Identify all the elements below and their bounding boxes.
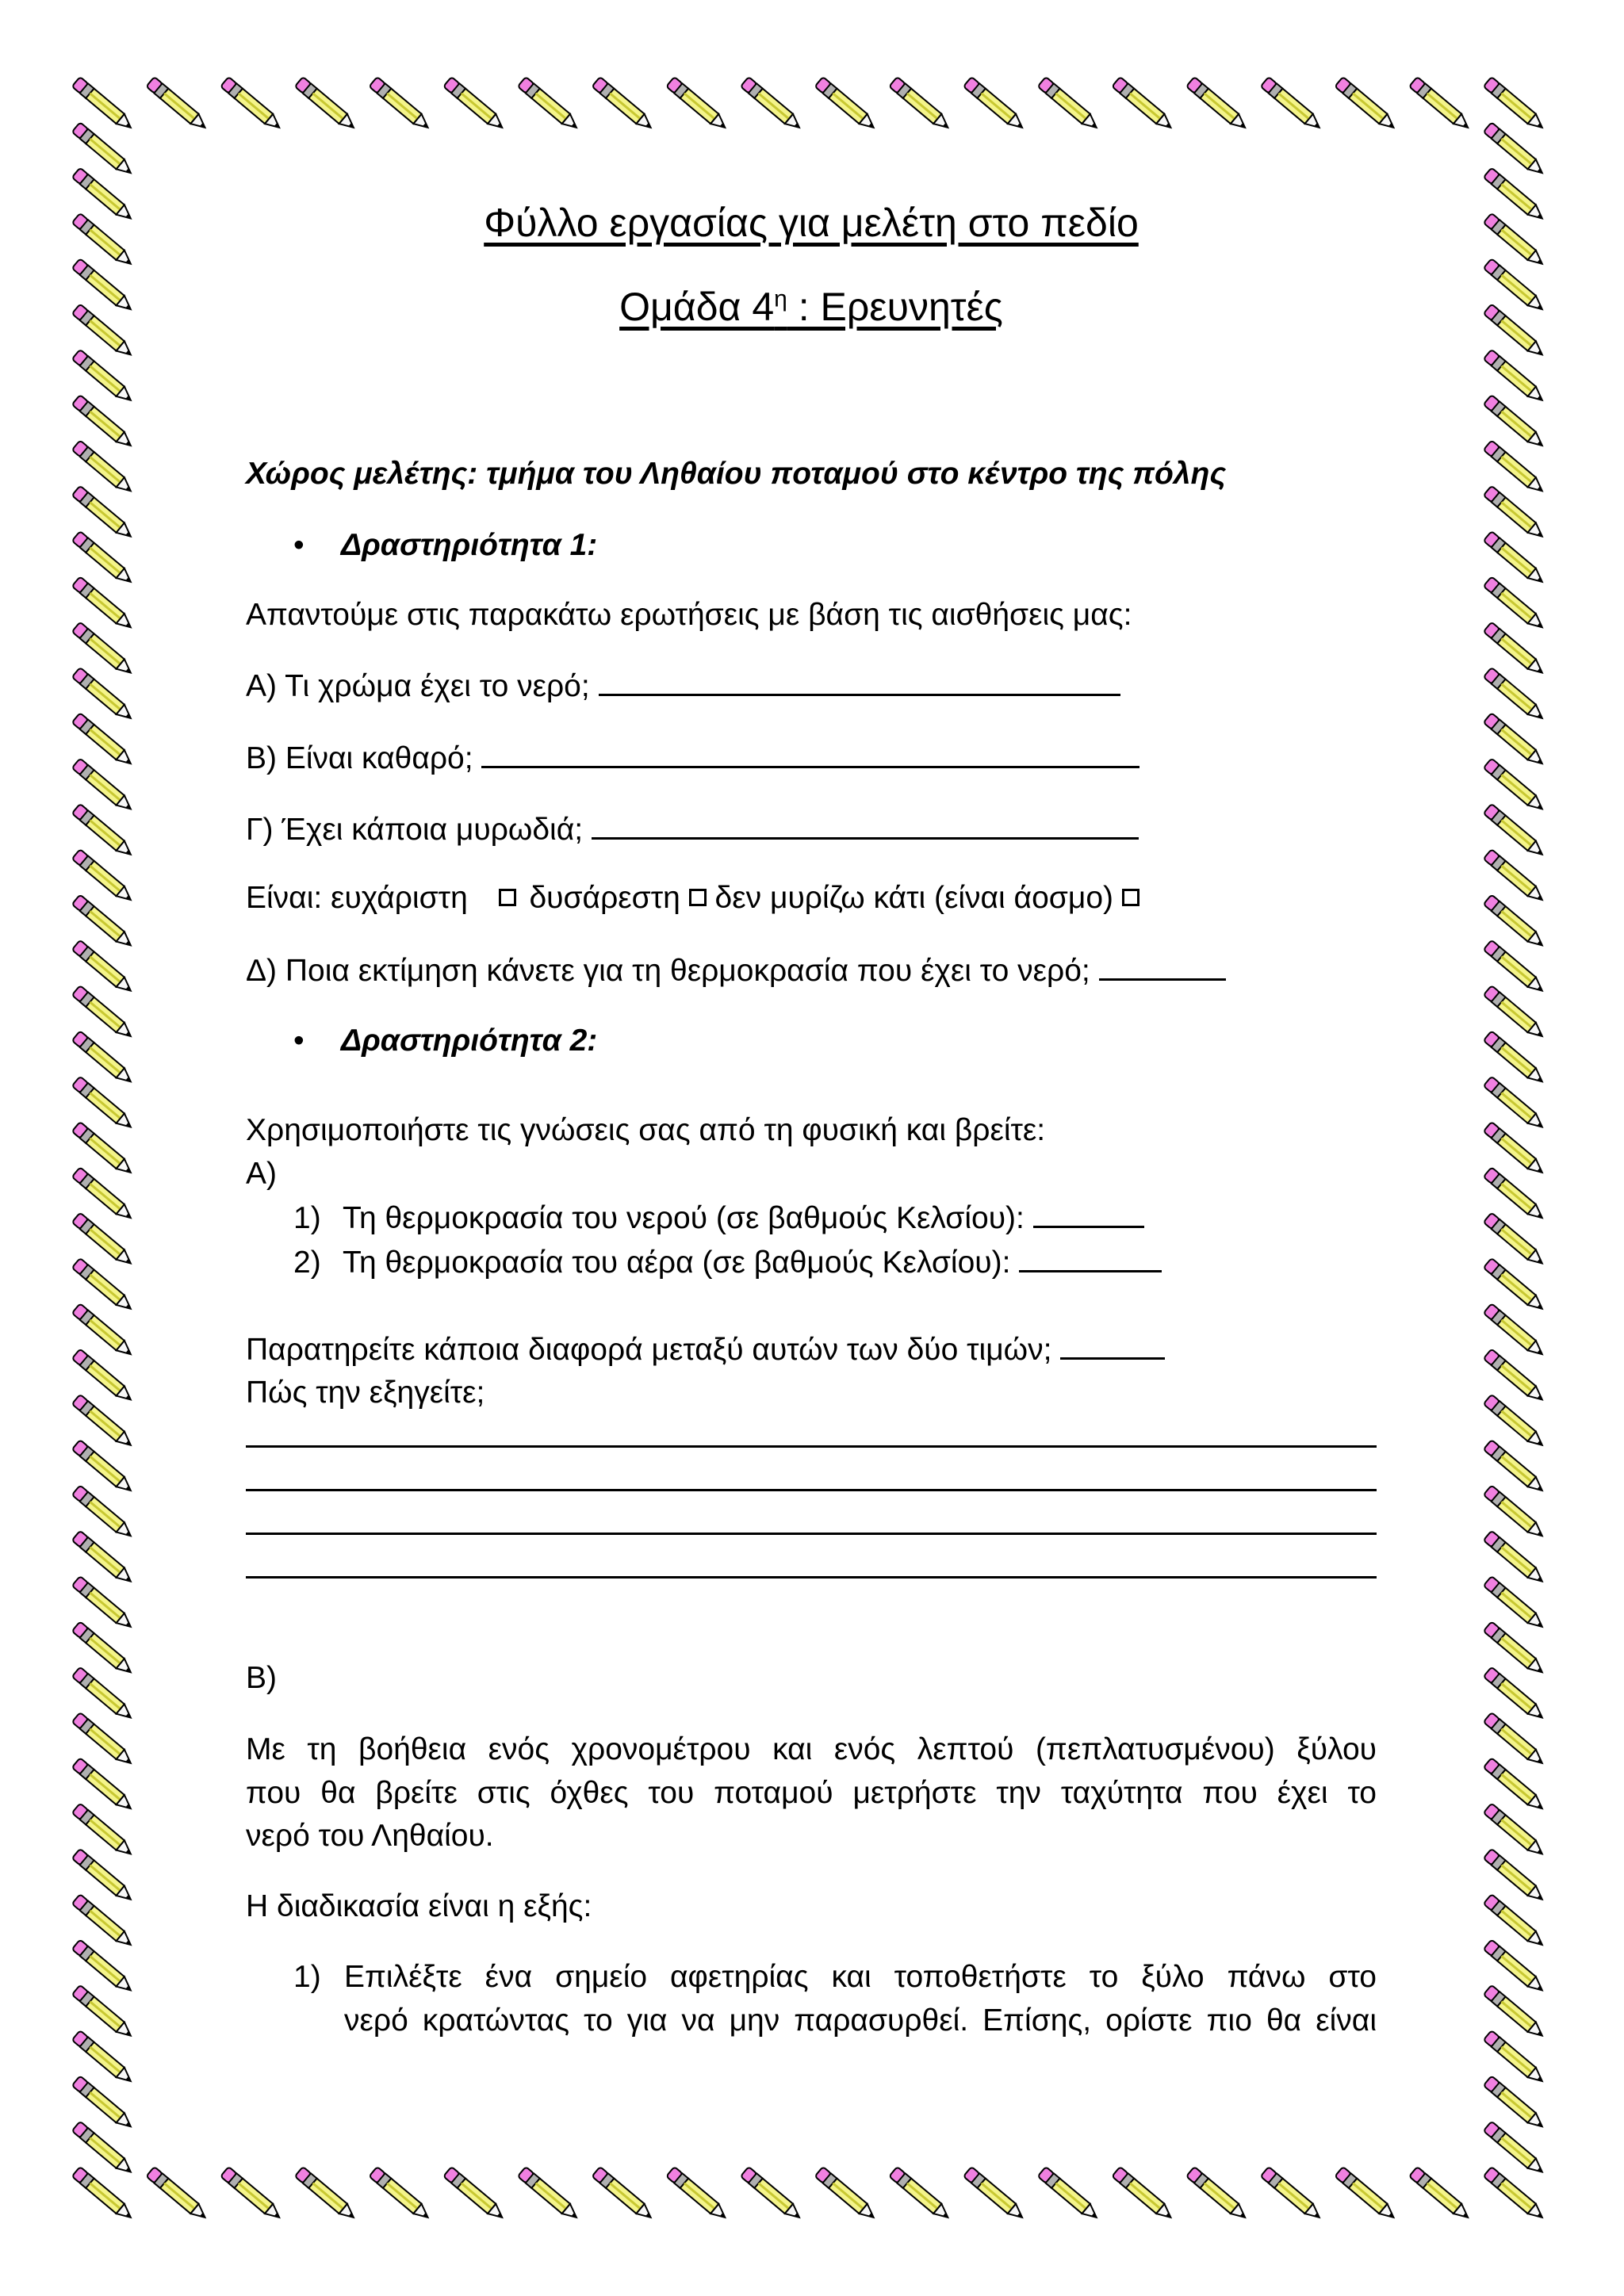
pencil-icon: [443, 2167, 507, 2223]
pencil-icon: [1335, 77, 1398, 133]
step-1-number: 1): [293, 1960, 321, 1994]
study-area: Χώρος μελέτης: τμήμα του Ληθαίου ποταμού στο κέντρο της πόλης: [246, 457, 1227, 491]
difference-question-label: Παρατηρείτε κάποια διαφορά μεταξύ αυτών των δύο τιμών;: [246, 1333, 1052, 1367]
answer-line[interactable]: [246, 1445, 1377, 1448]
item-air-temp: [293, 1246, 1162, 1278]
pencil-icon: [741, 77, 804, 133]
answer-line[interactable]: [246, 1533, 1377, 1535]
pencil-icon: [1038, 77, 1101, 133]
pencil-icon: [1186, 2167, 1250, 2223]
pencil-icon: [443, 77, 507, 133]
part-a-label: Α): [246, 1157, 277, 1191]
pencil-icon: [889, 77, 952, 133]
checkbox-pleasant[interactable]: [499, 889, 516, 906]
pencil-icon: [963, 77, 1027, 133]
pencil-icon: [1261, 77, 1324, 133]
question-a-label: Α) Τι χρώμα έχει το νερό;: [246, 669, 590, 703]
step-1-line-1: Επιλέξτε ένα σημείο αφετηρίας και τοποθετήστε το ξύλο πάνω στο: [344, 1960, 1377, 1994]
pencil-icon: [1038, 2167, 1101, 2223]
pencil-icon: [1186, 77, 1250, 133]
answer-blank-a[interactable]: [599, 670, 1120, 696]
smell-options: [246, 882, 1139, 913]
activity2-heading: [293, 1025, 597, 1056]
pencil-icon: [220, 77, 284, 133]
answer-line[interactable]: [246, 1576, 1377, 1578]
item-text: Τη θερμοκρασία του νερού (σε βαθμούς Κελσίου):: [343, 1201, 1025, 1235]
pencil-icon: [1261, 2167, 1324, 2223]
item-text: Τη θερμοκρασία του αέρα (σε βαθμούς Κελσίου):: [343, 1246, 1011, 1280]
pencil-icon: [1112, 77, 1175, 133]
smell-pleasant-label: Είναι: ευχάριστη: [246, 881, 468, 915]
part-b-line-1: Με τη βοήθεια ενός χρονομέτρου και ενός λεπτού (πεπλατυσμένου) ξύλου: [246, 1732, 1377, 1766]
question-b: [246, 742, 1139, 774]
pencil-icon: [666, 77, 730, 133]
checkbox-odorless[interactable]: [1122, 889, 1139, 906]
question-d-label: Δ) Ποια εκτίμηση κάνετε για τη θερμοκρασία που έχει το νερό;: [246, 954, 1090, 988]
pencil-icon: [369, 77, 432, 133]
part-b-line-3: νερό του Ληθαίου.: [246, 1819, 494, 1853]
pencil-icon: [72, 2167, 136, 2223]
pencil-icon: [666, 2167, 730, 2223]
question-d: [246, 955, 1226, 986]
smell-unpleasant-label: δυσάρεστη: [529, 881, 680, 915]
question-c: [246, 813, 1139, 845]
answer-blank-water-temp[interactable]: [1033, 1202, 1144, 1228]
answer-blank-air-temp[interactable]: [1019, 1246, 1162, 1272]
page-title: Φύλλο εργασίας για μελέτη στο πεδίο: [484, 201, 1139, 245]
procedure-intro: Η διαδικασία είναι η εξής:: [246, 1889, 592, 1923]
question-c-label: Γ) Έχει κάποια μυρωδιά;: [246, 813, 584, 847]
pencil-icon: [741, 2167, 804, 2223]
pencil-icon: [369, 2167, 432, 2223]
question-b-label: Β) Είναι καθαρό;: [246, 741, 473, 775]
difference-question: [246, 1334, 1165, 1365]
answer-blank-d[interactable]: [1099, 955, 1226, 981]
question-a: [246, 670, 1120, 702]
checkbox-unpleasant[interactable]: [689, 889, 707, 906]
bullet-icon: •: [293, 1024, 304, 1058]
activity1-heading-label: Δραστηριότητα 1:: [341, 528, 598, 562]
group-subtitle: [246, 284, 1377, 330]
pencil-icon: [889, 2167, 952, 2223]
activity1-heading: [293, 530, 597, 561]
step-1-line-2: νερό κρατώντας το για να μην παρασυρθεί. Επίσης, ορίστε πιο θα είναι: [344, 2003, 1377, 2038]
item-water-temp: [293, 1202, 1144, 1234]
part-b-line-2: που θα βρείτε στις όχθες του ποταμού μετρήστε την ταχύτητα που έχει το: [246, 1776, 1377, 1810]
item-number: 2): [293, 1246, 321, 1280]
pencil-icon: [220, 2167, 284, 2223]
answer-blank-c[interactable]: [592, 813, 1139, 840]
pencil-icon: [815, 77, 879, 133]
part-b-label: Β): [246, 1661, 277, 1695]
smell-odorless-label: δεν μυρίζω κάτι (είναι άοσμο): [714, 881, 1114, 915]
pencil-icon: [295, 2167, 358, 2223]
answer-line[interactable]: [246, 1489, 1377, 1491]
explain-question: Πώς την εξηγείτε;: [246, 1376, 485, 1410]
pencil-icon: [146, 2167, 209, 2223]
subtitle-suffix: : Ερευνητές: [787, 285, 1003, 329]
subtitle-prefix: Ομάδα 4: [619, 285, 775, 329]
pencil-icon: [146, 77, 209, 133]
pencil-icon: [1409, 77, 1473, 133]
subtitle-ordinal: η: [774, 285, 787, 312]
pencil-icon: [815, 2167, 879, 2223]
pencil-icon: [518, 2167, 581, 2223]
answer-blank-difference[interactable]: [1060, 1334, 1165, 1360]
pencil-icon: [518, 77, 581, 133]
pencil-icon: [1335, 2167, 1398, 2223]
activity2-intro: Χρησιμοποιήστε τις γνώσεις σας από τη φυσική και βρείτε:: [246, 1113, 1046, 1147]
bullet-icon: •: [293, 528, 304, 562]
pencil-icon: [1112, 2167, 1175, 2223]
pencil-icon: [1409, 2167, 1473, 2223]
pencil-icon: [592, 77, 655, 133]
answer-blank-b[interactable]: [481, 742, 1139, 768]
pencil-icon: [295, 77, 358, 133]
pencil-icon: [1484, 2167, 1547, 2223]
item-number: 1): [293, 1201, 321, 1235]
activity2-heading-label: Δραστηριότητα 2:: [341, 1024, 598, 1058]
activity1-intro: Απαντούμε στις παρακάτω ερωτήσεις με βάση τις αισθήσεις μας:: [246, 598, 1132, 632]
pencil-icon: [592, 2167, 655, 2223]
pencil-icon: [963, 2167, 1027, 2223]
